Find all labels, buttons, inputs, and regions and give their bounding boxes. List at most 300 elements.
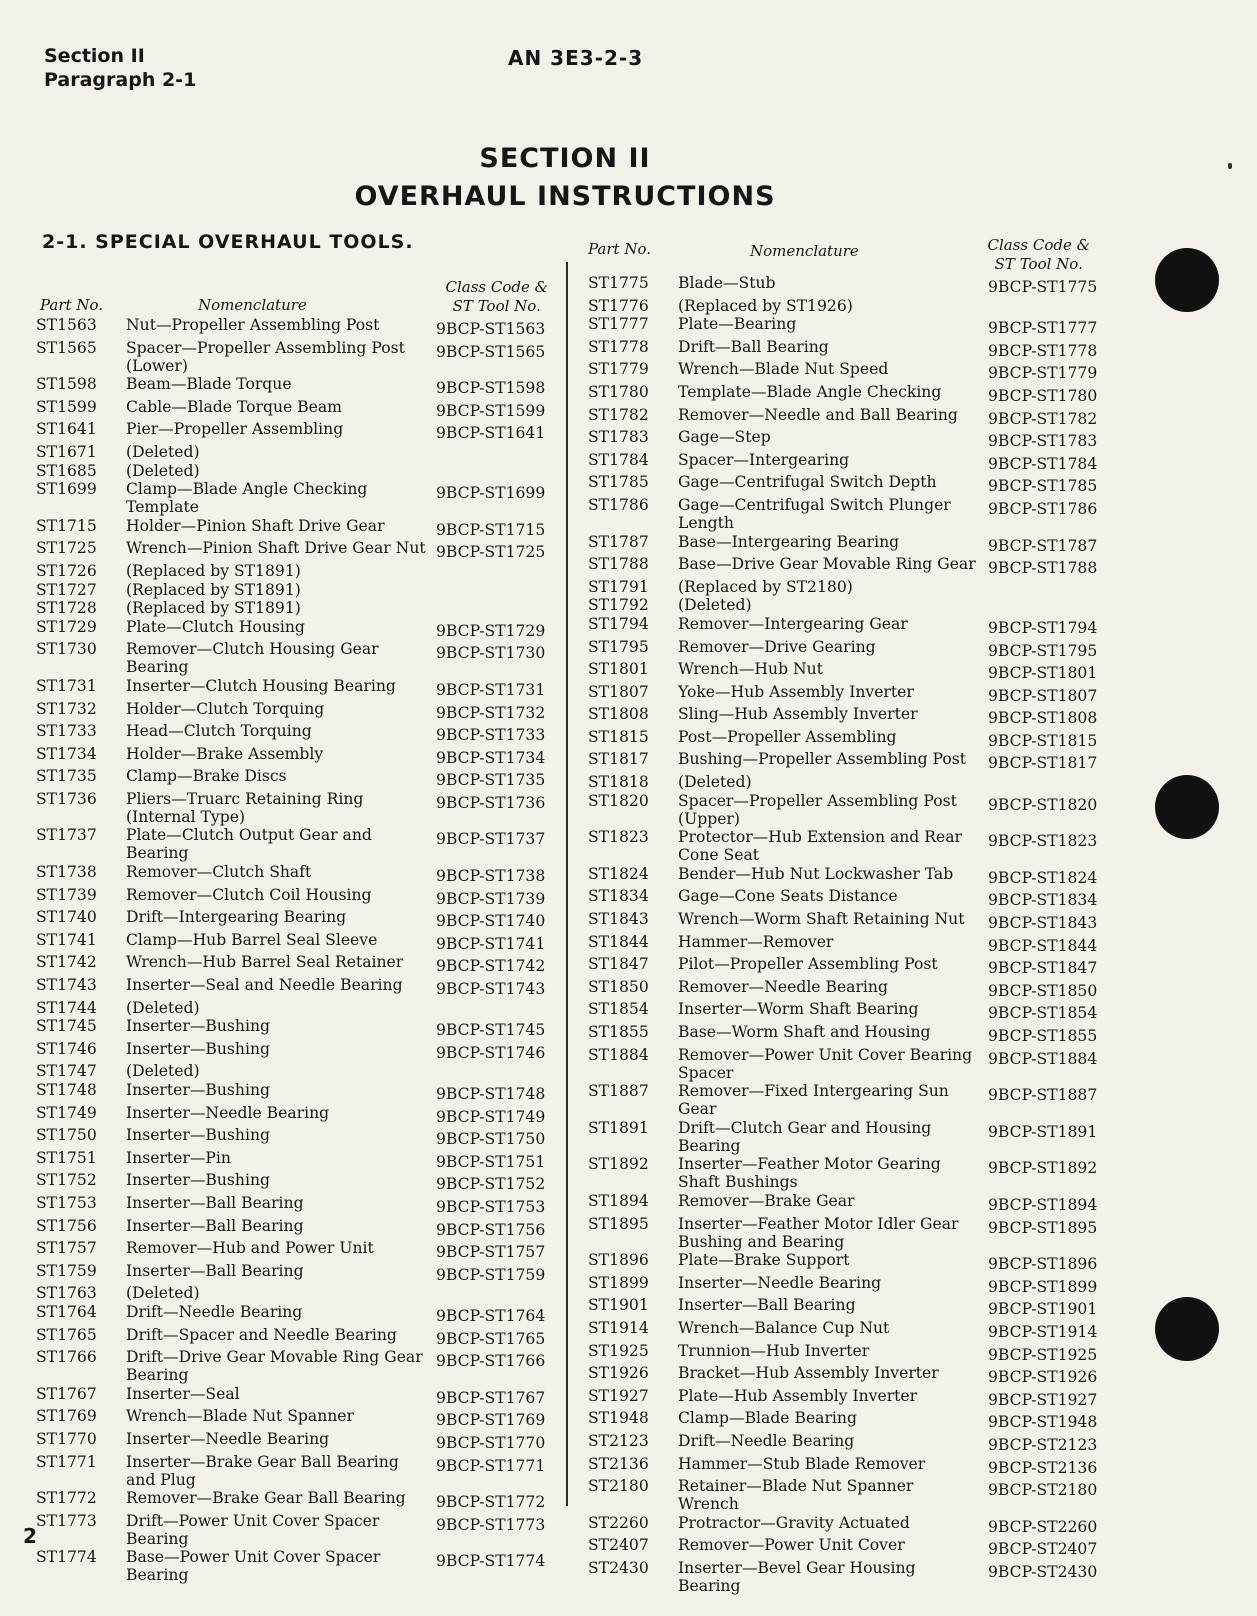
nomenclature: (Replaced by ST1891)	[126, 599, 301, 618]
table-row	[582, 1046, 1102, 1082]
tool-code: 9BCP-ST1901	[988, 1300, 1098, 1319]
part-number: ST1914	[588, 1318, 649, 1337]
binder-hole	[1155, 248, 1219, 312]
tool-code: 9BCP-ST1699	[436, 484, 546, 503]
nomenclature: Plate—Bearing	[678, 315, 797, 334]
nomenclature: Blade—Stub	[678, 274, 776, 292]
nomenclature: Remover—Clutch Shaft	[126, 863, 312, 882]
table-row	[582, 496, 1102, 532]
part-number: ST1565	[36, 338, 97, 357]
table-row	[582, 1296, 1102, 1318]
part-number: ST1896	[588, 1251, 649, 1270]
tool-code: 9BCP-ST1794	[988, 618, 1098, 637]
tool-code: 9BCP-ST1894	[988, 1195, 1098, 1214]
part-number: ST1749	[36, 1103, 97, 1122]
part-number: ST1777	[588, 315, 649, 334]
nomenclature: Trunnion—Hub Inverter	[678, 1341, 870, 1360]
table-row	[30, 790, 560, 826]
nomenclature: Holder—Brake Assembly	[126, 744, 324, 763]
part-number: ST1765	[36, 1325, 97, 1344]
part-number: ST1774	[36, 1548, 97, 1567]
nomenclature: Wrench—Hub Barrel Seal Retainer	[126, 953, 404, 972]
table-row	[582, 1155, 1102, 1191]
nomenclature: Remover—Brake Gear	[678, 1191, 855, 1210]
table-row	[30, 1512, 560, 1548]
part-number: ST1807	[588, 682, 649, 701]
tool-code: 9BCP-ST1563	[436, 320, 546, 338]
section-subtitle: OVERHAUL INSTRUCTIONS	[354, 181, 776, 212]
nomenclature: Yoke—Hub Assembly Inverter	[678, 682, 914, 701]
table-row	[582, 705, 1102, 727]
table-row	[582, 828, 1102, 864]
col-header-code	[988, 236, 1091, 274]
table-row	[582, 555, 1102, 577]
table-row	[30, 1326, 560, 1348]
part-number: ST1792	[588, 596, 649, 615]
binder-hole	[1155, 775, 1219, 839]
part-number: ST1745	[36, 1017, 97, 1036]
part-number: ST1780	[588, 382, 649, 401]
table-row	[30, 767, 560, 789]
table-row	[582, 1364, 1102, 1386]
nomenclature: Spacer—Propeller Assembling Post (Lower)	[126, 338, 405, 375]
nomenclature: Drift—Needle Bearing	[126, 1302, 303, 1321]
tool-code	[426, 999, 560, 1017]
part-number: ST1750	[36, 1126, 97, 1145]
nomenclature: Inserter—Bushing	[126, 1039, 270, 1058]
part-number: ST1753	[36, 1193, 97, 1212]
tool-code: 9BCP-ST1769	[436, 1411, 546, 1430]
table-row	[30, 1303, 560, 1325]
table-row	[582, 1119, 1102, 1155]
table-row	[30, 1017, 560, 1039]
table-row	[30, 1262, 560, 1284]
table-row	[582, 1023, 1102, 1045]
tool-code: 9BCP-ST2260	[988, 1517, 1098, 1536]
nomenclature: Drift—Ball Bearing	[678, 337, 829, 356]
tool-code: 9BCP-ST1598	[436, 379, 546, 398]
tool-code: 9BCP-ST1729	[436, 621, 546, 640]
table-row	[582, 933, 1102, 955]
tool-code	[978, 578, 1102, 596]
table-row	[582, 1342, 1102, 1364]
table-row	[30, 931, 560, 953]
part-number: ST1794	[588, 614, 649, 633]
table-row	[582, 1514, 1102, 1536]
tool-code: 9BCP-ST1773	[436, 1515, 546, 1534]
nomenclature: Base—Drive Gear Movable Ring Gear	[678, 555, 976, 574]
table-row	[30, 1040, 560, 1062]
nomenclature: Nut—Propeller Assembling Post	[126, 316, 380, 334]
part-number: ST1737	[36, 826, 97, 845]
part-number: ST1948	[588, 1409, 649, 1428]
table-row	[582, 406, 1102, 428]
part-number: ST1731	[36, 676, 97, 695]
nomenclature: Inserter—Ball Bearing	[126, 1261, 304, 1280]
nomenclature: Remover—Power Unit Cover Bearing Spacer	[678, 1045, 973, 1082]
tool-code: 9BCP-ST1779	[988, 364, 1098, 383]
table-row	[30, 1348, 560, 1384]
tool-code: 9BCP-ST1745	[436, 1021, 546, 1040]
tool-code: 9BCP-ST1854	[988, 1004, 1098, 1023]
nomenclature: Remover—Clutch Coil Housing	[126, 885, 372, 904]
nomenclature: Inserter—Clutch Housing Bearing	[126, 676, 396, 695]
table-row	[582, 660, 1102, 682]
tool-code: 9BCP-ST1772	[436, 1493, 546, 1512]
tool-code: 9BCP-ST1782	[988, 409, 1098, 428]
table-row	[582, 978, 1102, 1000]
nomenclature: Gage—Centrifugal Switch Plunger Length	[678, 495, 951, 532]
tools-table-left	[30, 272, 560, 1585]
table-row	[30, 1062, 560, 1080]
nomenclature: Inserter—Bushing	[126, 1126, 270, 1145]
table-row	[30, 420, 560, 442]
part-number: ST1779	[588, 360, 649, 379]
tool-code: 9BCP-ST1824	[988, 868, 1098, 887]
nomenclature: Inserter—Ball Bearing	[678, 1296, 856, 1315]
col-header-code-line2: ST Tool No.	[994, 255, 1083, 273]
table-row	[30, 581, 560, 599]
nomenclature: Wrench—Pinion Shaft Drive Gear Nut	[126, 539, 426, 558]
nomenclature: Inserter—Bushing	[126, 1171, 270, 1190]
nomenclature: (Deleted)	[126, 1284, 200, 1303]
part-number: ST1884	[588, 1045, 649, 1064]
tool-code: 9BCP-ST1751	[436, 1152, 546, 1171]
nomenclature: Template—Blade Angle Checking	[678, 382, 942, 401]
part-number: ST1834	[588, 887, 649, 906]
nomenclature: Plate—Hub Assembly Inverter	[678, 1386, 918, 1405]
tool-code: 9BCP-ST1742	[436, 957, 546, 976]
table-row	[30, 1489, 560, 1511]
tool-code: 9BCP-ST1756	[436, 1220, 546, 1239]
nomenclature: Gage—Cone Seats Distance	[678, 887, 898, 906]
table-row	[582, 865, 1102, 887]
table-row	[582, 887, 1102, 909]
nomenclature: Wrench—Worm Shaft Retaining Nut	[678, 910, 965, 929]
part-number: ST1895	[588, 1214, 649, 1233]
table-row	[30, 462, 560, 480]
col-header-code	[446, 278, 549, 316]
nomenclature: Base—Power Unit Cover Spacer Bearing	[126, 1548, 381, 1585]
table-row	[30, 316, 560, 338]
nomenclature: Base—Intergearing Bearing	[678, 532, 900, 551]
col-header-code-line2: ST Tool No.	[452, 297, 541, 315]
table-row	[582, 1559, 1102, 1595]
nomenclature: (Deleted)	[126, 1062, 200, 1081]
table-row	[582, 1251, 1102, 1273]
part-number: ST1730	[36, 640, 97, 659]
table-row	[582, 750, 1102, 772]
nomenclature: Remover—Brake Gear Ball Bearing	[126, 1489, 406, 1508]
tool-code: 9BCP-ST1759	[436, 1265, 546, 1284]
nomenclature: Inserter—Ball Bearing	[126, 1216, 304, 1235]
nomenclature: Inserter—Feather Motor Gearing Shaft Bushings	[678, 1155, 941, 1192]
table-row	[30, 443, 560, 461]
tool-code	[978, 596, 1102, 614]
part-number: ST1741	[36, 930, 97, 949]
table-row	[30, 375, 560, 397]
tools-table-right	[582, 236, 1102, 1595]
table-row	[30, 677, 560, 699]
nomenclature: Inserter—Feather Motor Idler Gear Bushing and Bearing	[678, 1214, 959, 1251]
tool-code: 9BCP-ST1732	[436, 703, 546, 722]
part-number: ST1759	[36, 1261, 97, 1280]
table-body-right	[582, 274, 1102, 1595]
table-row	[582, 910, 1102, 932]
nomenclature: Clamp—Blade Angle Checking Template	[126, 480, 368, 517]
part-number: ST1772	[36, 1489, 97, 1508]
part-number: ST1767	[36, 1384, 97, 1403]
nomenclature: (Deleted)	[126, 442, 200, 461]
nomenclature: (Deleted)	[678, 773, 752, 792]
part-number: ST1785	[588, 473, 649, 492]
part-number: ST1736	[36, 789, 97, 808]
tool-code: 9BCP-ST1891	[988, 1122, 1098, 1141]
tool-code: 9BCP-ST1780	[988, 386, 1098, 405]
part-number: ST1783	[588, 428, 649, 447]
nomenclature: (Replaced by ST1891)	[126, 580, 301, 599]
part-number: ST1744	[36, 998, 97, 1017]
table-row	[30, 908, 560, 930]
nomenclature: Inserter—Ball Bearing	[126, 1193, 304, 1212]
tool-code: 9BCP-ST1746	[436, 1043, 546, 1062]
header-section-label: Section II	[44, 45, 145, 67]
nomenclature: Head—Clutch Torquing	[126, 722, 312, 741]
nomenclature: Drift—Drive Gear Movable Ring Gear Bearing	[126, 1348, 423, 1385]
table-row	[30, 1239, 560, 1261]
tool-code	[426, 1284, 560, 1302]
part-number: ST1925	[588, 1341, 649, 1360]
nomenclature: Spacer—Intergearing	[678, 450, 850, 469]
nomenclature: Remover—Clutch Housing Gear Bearing	[126, 640, 379, 677]
part-number: ST2136	[588, 1454, 649, 1473]
table-row	[30, 480, 560, 516]
nomenclature: (Replaced by ST2180)	[678, 577, 853, 596]
table-row	[30, 1284, 560, 1302]
nomenclature: Drift—Power Unit Cover Spacer Bearing	[126, 1511, 380, 1548]
part-number: ST1899	[588, 1273, 649, 1292]
part-number: ST1715	[36, 516, 97, 535]
nomenclature: Sling—Hub Assembly Inverter	[678, 705, 918, 724]
tool-code: 9BCP-ST1733	[436, 726, 546, 745]
nomenclature: Clamp—Hub Barrel Seal Sleeve	[126, 930, 378, 949]
part-number: ST1824	[588, 864, 649, 883]
nomenclature: Remover—Needle and Ball Bearing	[678, 405, 958, 424]
part-number: ST2407	[588, 1536, 649, 1555]
tool-code: 9BCP-ST1844	[988, 936, 1098, 955]
table-row	[582, 773, 1102, 791]
col-header-part: Part No.	[588, 240, 651, 258]
table-row	[30, 1385, 560, 1407]
part-number: ST1734	[36, 744, 97, 763]
tool-code: 9BCP-ST1734	[436, 748, 546, 767]
table-row	[582, 360, 1102, 382]
nomenclature: Inserter—Bushing	[126, 1017, 270, 1036]
part-number: ST1763	[36, 1284, 97, 1303]
table-row	[582, 596, 1102, 614]
table-row	[582, 1319, 1102, 1341]
tool-code: 9BCP-ST1834	[988, 891, 1098, 910]
table-row	[30, 1430, 560, 1452]
table-row	[582, 338, 1102, 360]
part-number: ST1927	[588, 1386, 649, 1405]
nomenclature: Gage—Step	[678, 428, 771, 447]
tool-code	[426, 581, 560, 599]
tool-code: 9BCP-ST1739	[436, 889, 546, 908]
table-row	[582, 792, 1102, 828]
col-header-nomenclature: Nomenclature	[198, 296, 307, 314]
table-row	[30, 999, 560, 1017]
table-row	[30, 722, 560, 744]
nomenclature: (Replaced by ST1891)	[126, 561, 301, 580]
table-row	[582, 638, 1102, 660]
part-number: ST1725	[36, 539, 97, 558]
tool-code: 9BCP-ST2407	[988, 1540, 1098, 1559]
table-row	[582, 274, 1102, 296]
tool-code: 9BCP-ST1764	[436, 1306, 546, 1325]
table-row	[30, 1081, 560, 1103]
table-row	[582, 1192, 1102, 1214]
nomenclature: Remover—Fixed Intergearing Sun Gear	[678, 1082, 949, 1119]
nomenclature: Pilot—Propeller Assembling Post	[678, 955, 938, 974]
part-number: ST1726	[36, 561, 97, 580]
part-number: ST1820	[588, 791, 649, 810]
part-number: ST1751	[36, 1148, 97, 1167]
nomenclature: Drift—Clutch Gear and Housing Bearing	[678, 1118, 932, 1155]
part-number: ST1786	[588, 495, 649, 514]
part-number: ST1808	[588, 705, 649, 724]
tool-code: 9BCP-ST1735	[436, 771, 546, 790]
nomenclature: Inserter—Bushing	[126, 1081, 270, 1099]
nomenclature: Remover—Needle Bearing	[678, 977, 888, 996]
nomenclature: Inserter—Worm Shaft Bearing	[678, 1000, 919, 1019]
nomenclature: Wrench—Blade Nut Speed	[678, 360, 889, 379]
nomenclature: Inserter—Brake Gear Ball Bearing and Plug	[126, 1452, 399, 1489]
part-number: ST1598	[36, 375, 97, 394]
table-row	[582, 615, 1102, 637]
nomenclature: Plate—Brake Support	[678, 1251, 850, 1270]
part-number: ST1778	[588, 337, 649, 356]
table-row	[582, 533, 1102, 555]
tool-code	[426, 562, 560, 580]
nomenclature: Inserter—Bevel Gear Housing Bearing	[678, 1558, 916, 1595]
part-number: ST1788	[588, 555, 649, 574]
nomenclature: Wrench—Blade Nut Spanner	[126, 1407, 354, 1426]
tool-code	[426, 462, 560, 480]
nomenclature: Drift—Needle Bearing	[678, 1431, 855, 1450]
part-number: ST1823	[588, 828, 649, 847]
table-row	[30, 1217, 560, 1239]
table-row	[30, 1104, 560, 1126]
tool-code: 9BCP-ST1817	[988, 754, 1098, 773]
part-number: ST1818	[588, 773, 649, 792]
tool-code: 9BCP-ST1599	[436, 401, 546, 420]
part-number: ST1563	[36, 316, 97, 334]
nomenclature: Gage—Centrifugal Switch Depth	[678, 473, 937, 492]
nomenclature: Clamp—Brake Discs	[126, 767, 287, 786]
nomenclature: Protector—Hub Extension and Rear Cone Seat	[678, 828, 962, 865]
tool-code: 9BCP-ST1743	[436, 980, 546, 999]
part-number: ST1791	[588, 577, 649, 596]
tool-code: 9BCP-ST1914	[988, 1322, 1098, 1341]
nomenclature: Drift—Intergearing Bearing	[126, 908, 347, 927]
table-row	[30, 398, 560, 420]
part-number: ST1854	[588, 1000, 649, 1019]
part-number: ST1757	[36, 1239, 97, 1258]
nomenclature: Plate—Clutch Output Gear and Bearing	[126, 826, 372, 863]
col-header-nomenclature: Nomenclature	[750, 242, 859, 260]
tool-code: 9BCP-ST1895	[988, 1218, 1098, 1237]
table-row	[30, 562, 560, 580]
part-number: ST1752	[36, 1171, 97, 1190]
part-number: ST1728	[36, 599, 97, 618]
paragraph-heading: 2-1. SPECIAL OVERHAUL TOOLS.	[42, 231, 414, 253]
nomenclature: Inserter—Seal and Needle Bearing	[126, 976, 403, 995]
nomenclature: Wrench—Hub Nut	[678, 660, 823, 679]
nomenclature: Hammer—Remover	[678, 932, 834, 951]
table-row	[30, 1194, 560, 1216]
nomenclature: Protractor—Gravity Actuated	[678, 1513, 910, 1532]
header-paragraph-label: Paragraph 2-1	[44, 69, 197, 91]
tool-code: 9BCP-ST1801	[988, 664, 1098, 683]
part-number: ST1671	[36, 442, 97, 461]
tool-code: 9BCP-ST2180	[988, 1481, 1098, 1500]
tool-code: 9BCP-ST1753	[436, 1197, 546, 1216]
part-number: ST1739	[36, 885, 97, 904]
tool-code: 9BCP-ST1725	[436, 543, 546, 562]
nomenclature: Pliers—Truarc Retaining Ring (Internal Type)	[126, 789, 364, 826]
tool-code	[978, 297, 1102, 315]
part-number: ST1685	[36, 461, 97, 480]
nomenclature: Hammer—Stub Blade Remover	[678, 1454, 926, 1473]
tool-code: 9BCP-ST1925	[988, 1345, 1098, 1364]
table-row	[582, 1409, 1102, 1431]
table-row	[582, 955, 1102, 977]
table-row	[30, 886, 560, 908]
nomenclature: Remover—Power Unit Cover	[678, 1536, 905, 1555]
tool-code: 9BCP-ST1774	[436, 1552, 546, 1571]
part-number: ST1747	[36, 1062, 97, 1081]
nomenclature: (Deleted)	[126, 461, 200, 480]
tool-code: 9BCP-ST1884	[988, 1049, 1098, 1068]
tool-code: 9BCP-ST1775	[988, 278, 1098, 296]
table-row	[30, 618, 560, 640]
part-number: ST1743	[36, 976, 97, 995]
part-number: ST1815	[588, 727, 649, 746]
col-header-part: Part No.	[40, 296, 103, 314]
tool-code	[978, 773, 1102, 791]
table-row	[582, 1455, 1102, 1477]
table-row	[582, 473, 1102, 495]
tool-code: 9BCP-ST1765	[436, 1329, 546, 1348]
part-number: ST1732	[36, 699, 97, 718]
table-row	[30, 826, 560, 862]
tool-code: 9BCP-ST1565	[436, 342, 546, 361]
column-divider	[566, 262, 568, 1506]
nomenclature: Wrench—Balance Cup Nut	[678, 1318, 890, 1337]
tool-code: 9BCP-ST1887	[988, 1086, 1098, 1105]
tool-code: 9BCP-ST1843	[988, 914, 1098, 933]
col-header-code-line1: Class Code &	[987, 236, 1090, 254]
table-row	[582, 297, 1102, 315]
table-row	[30, 539, 560, 561]
page-number: 2	[23, 1524, 37, 1548]
tool-code: 9BCP-ST1892	[988, 1159, 1098, 1178]
nomenclature: Remover—Drive Gearing	[678, 637, 876, 656]
nomenclature: Base—Worm Shaft and Housing	[678, 1023, 931, 1041]
nomenclature: (Deleted)	[678, 596, 752, 615]
nomenclature: Plate—Clutch Housing	[126, 617, 305, 636]
